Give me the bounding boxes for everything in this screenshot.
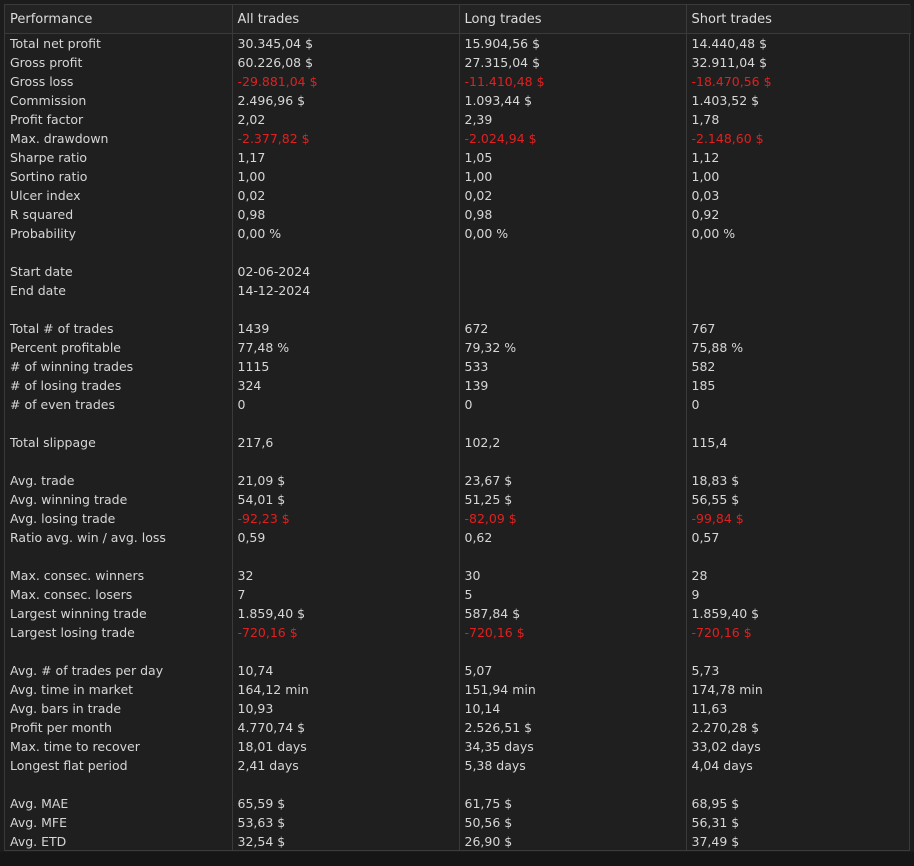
- short-trades-value: [686, 452, 911, 471]
- all-trades-value: [232, 547, 459, 566]
- table-row[interactable]: [5, 433, 911, 452]
- long-trades-value: 139: [459, 376, 686, 395]
- all-trades-value: 54,01 $: [232, 490, 459, 509]
- metric-label: Max. consec. winners: [10, 568, 145, 583]
- short-trades-value: 11,63: [686, 699, 911, 718]
- metric-label: Avg. MFE: [10, 815, 67, 830]
- metric-label: # of winning trades: [10, 359, 134, 374]
- short-trades-value: 0,92: [686, 205, 911, 224]
- all-trades-value: 2,02: [232, 110, 459, 129]
- metric-label: Avg. winning trade: [10, 492, 128, 507]
- metric-label: Avg. ETD: [10, 834, 67, 849]
- short-trades-value: 1,78: [686, 110, 911, 129]
- all-trades-value: 53,63 $: [232, 813, 459, 832]
- metric-label: Avg. bars in trade: [10, 701, 122, 716]
- table-row[interactable]: [5, 53, 911, 72]
- table-row[interactable]: [5, 471, 911, 490]
- long-trades-value: 5,38 days: [459, 756, 686, 775]
- short-trades-value: 582: [686, 357, 911, 376]
- short-trades-value: [686, 775, 911, 794]
- table-row[interactable]: [5, 585, 911, 604]
- metric-label: Start date: [10, 264, 73, 279]
- metric-label: Sharpe ratio: [10, 150, 88, 165]
- performance-table: [5, 5, 911, 851]
- table-row[interactable]: [5, 414, 911, 433]
- all-trades-value: 2.496,96 $: [232, 91, 459, 110]
- long-trades-value: [459, 775, 686, 794]
- short-trades-value: 4,04 days: [686, 756, 911, 775]
- all-trades-value: 324: [232, 376, 459, 395]
- short-trades-value: 1.859,40 $: [686, 604, 911, 623]
- header-short-trades[interactable]: Short trades: [686, 5, 911, 34]
- table-row[interactable]: [5, 661, 911, 680]
- short-trades-value: [686, 281, 911, 300]
- short-trades-value: 0,03: [686, 186, 911, 205]
- table-row[interactable]: [5, 300, 911, 319]
- table-row[interactable]: [5, 72, 911, 91]
- metric-label: Ulcer index: [10, 188, 81, 203]
- long-trades-value: 1.093,44 $: [459, 91, 686, 110]
- short-trades-value: 1.403,52 $: [686, 91, 911, 110]
- metric-label: Largest winning trade: [10, 606, 147, 621]
- table-row[interactable]: [5, 262, 911, 281]
- all-trades-value: 0,02: [232, 186, 459, 205]
- metric-label: Max. time to recover: [10, 739, 140, 754]
- short-trades-value: [686, 262, 911, 281]
- header-long-trades[interactable]: Long trades: [459, 5, 686, 34]
- metric-label: Probability: [10, 226, 77, 241]
- all-trades-value: -2.377,82 $: [232, 129, 459, 148]
- long-trades-value: [459, 452, 686, 471]
- table-row[interactable]: [5, 91, 911, 110]
- long-trades-value: 61,75 $: [459, 794, 686, 813]
- short-trades-value: 18,83 $: [686, 471, 911, 490]
- performance-grid: [4, 4, 910, 851]
- short-trades-value: 9: [686, 585, 911, 604]
- metric-label: Total slippage: [10, 435, 96, 450]
- metric-label: R squared: [10, 207, 74, 222]
- long-trades-value: 672: [459, 319, 686, 338]
- all-trades-value: [232, 300, 459, 319]
- metric-label: [5, 414, 232, 433]
- metric-label: Avg. MAE: [10, 796, 69, 811]
- table-row[interactable]: [5, 110, 911, 129]
- all-trades-value: [232, 243, 459, 262]
- long-trades-value: 0,00 %: [459, 224, 686, 243]
- metric-label: Total net profit: [10, 36, 101, 51]
- long-trades-value: [459, 642, 686, 661]
- short-trades-value: 767: [686, 319, 911, 338]
- bottom-strip: [0, 852, 914, 866]
- table-row[interactable]: [5, 490, 911, 509]
- metric-label: Commission: [10, 93, 87, 108]
- all-trades-value: 21,09 $: [232, 471, 459, 490]
- table-row[interactable]: [5, 243, 911, 262]
- all-trades-value: 18,01 days: [232, 737, 459, 756]
- metric-label: Avg. losing trade: [10, 511, 116, 526]
- short-trades-value: 185: [686, 376, 911, 395]
- all-trades-value: [232, 414, 459, 433]
- all-trades-value: 10,74: [232, 661, 459, 680]
- header-row: [5, 5, 911, 34]
- short-trades-value: 33,02 days: [686, 737, 911, 756]
- table-row[interactable]: [5, 186, 911, 205]
- long-trades-value: 5,07: [459, 661, 686, 680]
- table-row[interactable]: [5, 718, 911, 737]
- table-row[interactable]: [5, 205, 911, 224]
- metric-label: [5, 642, 232, 661]
- long-trades-value: [459, 281, 686, 300]
- long-trades-value: 0,02: [459, 186, 686, 205]
- all-trades-value: 65,59 $: [232, 794, 459, 813]
- long-trades-value: [459, 243, 686, 262]
- table-row[interactable]: [5, 547, 911, 566]
- table-row[interactable]: [5, 34, 911, 54]
- table-body: [5, 34, 911, 852]
- all-trades-value: 32,54 $: [232, 832, 459, 851]
- long-trades-value: 34,35 days: [459, 737, 686, 756]
- header-performance[interactable]: Performance: [5, 5, 232, 34]
- all-trades-value: 0,98: [232, 205, 459, 224]
- table-row[interactable]: [5, 832, 911, 851]
- metric-label: # of even trades: [10, 397, 115, 412]
- table-row[interactable]: [5, 167, 911, 186]
- header-all-trades[interactable]: All trades: [232, 5, 459, 34]
- metric-label: Avg. time in market: [10, 682, 134, 697]
- long-trades-value: 2,39: [459, 110, 686, 129]
- table-row[interactable]: [5, 395, 911, 414]
- short-trades-value: 37,49 $: [686, 832, 911, 851]
- table-row[interactable]: [5, 129, 911, 148]
- long-trades-value: 533: [459, 357, 686, 376]
- table-row[interactable]: [5, 452, 911, 471]
- long-trades-value: 15.904,56 $: [459, 34, 686, 54]
- long-trades-value: -11.410,48 $: [459, 72, 686, 91]
- long-trades-value: 1,00: [459, 167, 686, 186]
- long-trades-value: 587,84 $: [459, 604, 686, 623]
- short-trades-value: 68,95 $: [686, 794, 911, 813]
- long-trades-value: 50,56 $: [459, 813, 686, 832]
- short-trades-value: 0,57: [686, 528, 911, 547]
- short-trades-value: 115,4: [686, 433, 911, 452]
- short-trades-value: 56,55 $: [686, 490, 911, 509]
- short-trades-value: 14.440,48 $: [686, 34, 911, 54]
- metric-label: Longest flat period: [10, 758, 128, 773]
- long-trades-value: 0: [459, 395, 686, 414]
- all-trades-value: -92,23 $: [232, 509, 459, 528]
- all-trades-value: 4.770,74 $: [232, 718, 459, 737]
- table-row[interactable]: [5, 566, 911, 585]
- all-trades-value: 30.345,04 $: [232, 34, 459, 54]
- table-row[interactable]: [5, 319, 911, 338]
- table-row[interactable]: [5, 338, 911, 357]
- long-trades-value: -2.024,94 $: [459, 129, 686, 148]
- metric-label: Percent profitable: [10, 340, 121, 355]
- all-trades-value: 10,93: [232, 699, 459, 718]
- table-row[interactable]: [5, 376, 911, 395]
- table-row[interactable]: [5, 528, 911, 547]
- short-trades-value: [686, 243, 911, 262]
- all-trades-value: -720,16 $: [232, 623, 459, 642]
- metric-label: Profit per month: [10, 720, 112, 735]
- all-trades-value: 7: [232, 585, 459, 604]
- long-trades-value: 0,62: [459, 528, 686, 547]
- all-trades-value: 164,12 min: [232, 680, 459, 699]
- table-row[interactable]: [5, 699, 911, 718]
- table-row[interactable]: [5, 794, 911, 813]
- long-trades-value: 0,98: [459, 205, 686, 224]
- short-trades-value: -2.148,60 $: [686, 129, 911, 148]
- long-trades-value: [459, 547, 686, 566]
- metric-label: Max. drawdown: [10, 131, 109, 146]
- long-trades-value: 26,90 $: [459, 832, 686, 851]
- table-row[interactable]: [5, 281, 911, 300]
- all-trades-value: 1439: [232, 319, 459, 338]
- short-trades-value: 75,88 %: [686, 338, 911, 357]
- short-trades-value: 0: [686, 395, 911, 414]
- short-trades-value: [686, 642, 911, 661]
- long-trades-value: [459, 262, 686, 281]
- long-trades-value: 51,25 $: [459, 490, 686, 509]
- short-trades-value: 174,78 min: [686, 680, 911, 699]
- table-row[interactable]: [5, 642, 911, 661]
- short-trades-value: -720,16 $: [686, 623, 911, 642]
- table-row[interactable]: [5, 623, 911, 642]
- all-trades-value: 1,00: [232, 167, 459, 186]
- metric-label: Gross loss: [10, 74, 74, 89]
- short-trades-value: -18.470,56 $: [686, 72, 911, 91]
- metric-label: [5, 452, 232, 471]
- metric-label: [5, 243, 232, 262]
- all-trades-value: 77,48 %: [232, 338, 459, 357]
- short-trades-value: 1,00: [686, 167, 911, 186]
- long-trades-value: 79,32 %: [459, 338, 686, 357]
- metric-label: Max. consec. losers: [10, 587, 133, 602]
- short-trades-value: 28: [686, 566, 911, 585]
- long-trades-value: [459, 300, 686, 319]
- metric-label: End date: [10, 283, 66, 298]
- short-trades-value: [686, 547, 911, 566]
- long-trades-value: 5: [459, 585, 686, 604]
- table-row[interactable]: [5, 224, 911, 243]
- long-trades-value: 10,14: [459, 699, 686, 718]
- metric-label: Ratio avg. win / avg. loss: [10, 530, 166, 545]
- short-trades-value: 2.270,28 $: [686, 718, 911, 737]
- short-trades-value: -99,84 $: [686, 509, 911, 528]
- long-trades-value: -82,09 $: [459, 509, 686, 528]
- all-trades-value: 0,00 %: [232, 224, 459, 243]
- all-trades-value: 1,17: [232, 148, 459, 167]
- table-row[interactable]: [5, 775, 911, 794]
- long-trades-value: 151,94 min: [459, 680, 686, 699]
- all-trades-value: [232, 775, 459, 794]
- long-trades-value: 30: [459, 566, 686, 585]
- metric-label: Profit factor: [10, 112, 84, 127]
- short-trades-value: 0,00 %: [686, 224, 911, 243]
- metric-label: Sortino ratio: [10, 169, 88, 184]
- metric-label: [5, 547, 232, 566]
- short-trades-value: 1,12: [686, 148, 911, 167]
- metric-label: # of losing trades: [10, 378, 122, 393]
- short-trades-value: 56,31 $: [686, 813, 911, 832]
- long-trades-value: 1,05: [459, 148, 686, 167]
- short-trades-value: 32.911,04 $: [686, 53, 911, 72]
- metric-label: Total # of trades: [10, 321, 114, 336]
- all-trades-value: 14-12-2024: [232, 281, 459, 300]
- short-trades-value: 5,73: [686, 661, 911, 680]
- all-trades-value: -29.881,04 $: [232, 72, 459, 91]
- long-trades-value: 2.526,51 $: [459, 718, 686, 737]
- metric-label: Gross profit: [10, 55, 83, 70]
- table-row[interactable]: [5, 737, 911, 756]
- metric-label: Largest losing trade: [10, 625, 135, 640]
- all-trades-value: [232, 452, 459, 471]
- all-trades-value: 0: [232, 395, 459, 414]
- all-trades-value: 1115: [232, 357, 459, 376]
- metric-label: [5, 775, 232, 794]
- all-trades-value: [232, 642, 459, 661]
- table-row[interactable]: [5, 357, 911, 376]
- all-trades-value: 217,6: [232, 433, 459, 452]
- all-trades-value: 60.226,08 $: [232, 53, 459, 72]
- long-trades-value: [459, 414, 686, 433]
- long-trades-value: 23,67 $: [459, 471, 686, 490]
- long-trades-value: 102,2: [459, 433, 686, 452]
- table-row[interactable]: [5, 509, 911, 528]
- all-trades-value: 1.859,40 $: [232, 604, 459, 623]
- metric-label: [5, 300, 232, 319]
- long-trades-value: 27.315,04 $: [459, 53, 686, 72]
- table-row[interactable]: [5, 148, 911, 167]
- table-row[interactable]: [5, 813, 911, 832]
- all-trades-value: 02-06-2024: [232, 262, 459, 281]
- all-trades-value: 2,41 days: [232, 756, 459, 775]
- table-row[interactable]: [5, 756, 911, 775]
- table-row[interactable]: [5, 680, 911, 699]
- all-trades-value: 32: [232, 566, 459, 585]
- long-trades-value: -720,16 $: [459, 623, 686, 642]
- metric-label: Avg. trade: [10, 473, 75, 488]
- all-trades-value: 0,59: [232, 528, 459, 547]
- short-trades-value: [686, 300, 911, 319]
- short-trades-value: [686, 414, 911, 433]
- table-row[interactable]: [5, 604, 911, 623]
- metric-label: Avg. # of trades per day: [10, 663, 164, 678]
